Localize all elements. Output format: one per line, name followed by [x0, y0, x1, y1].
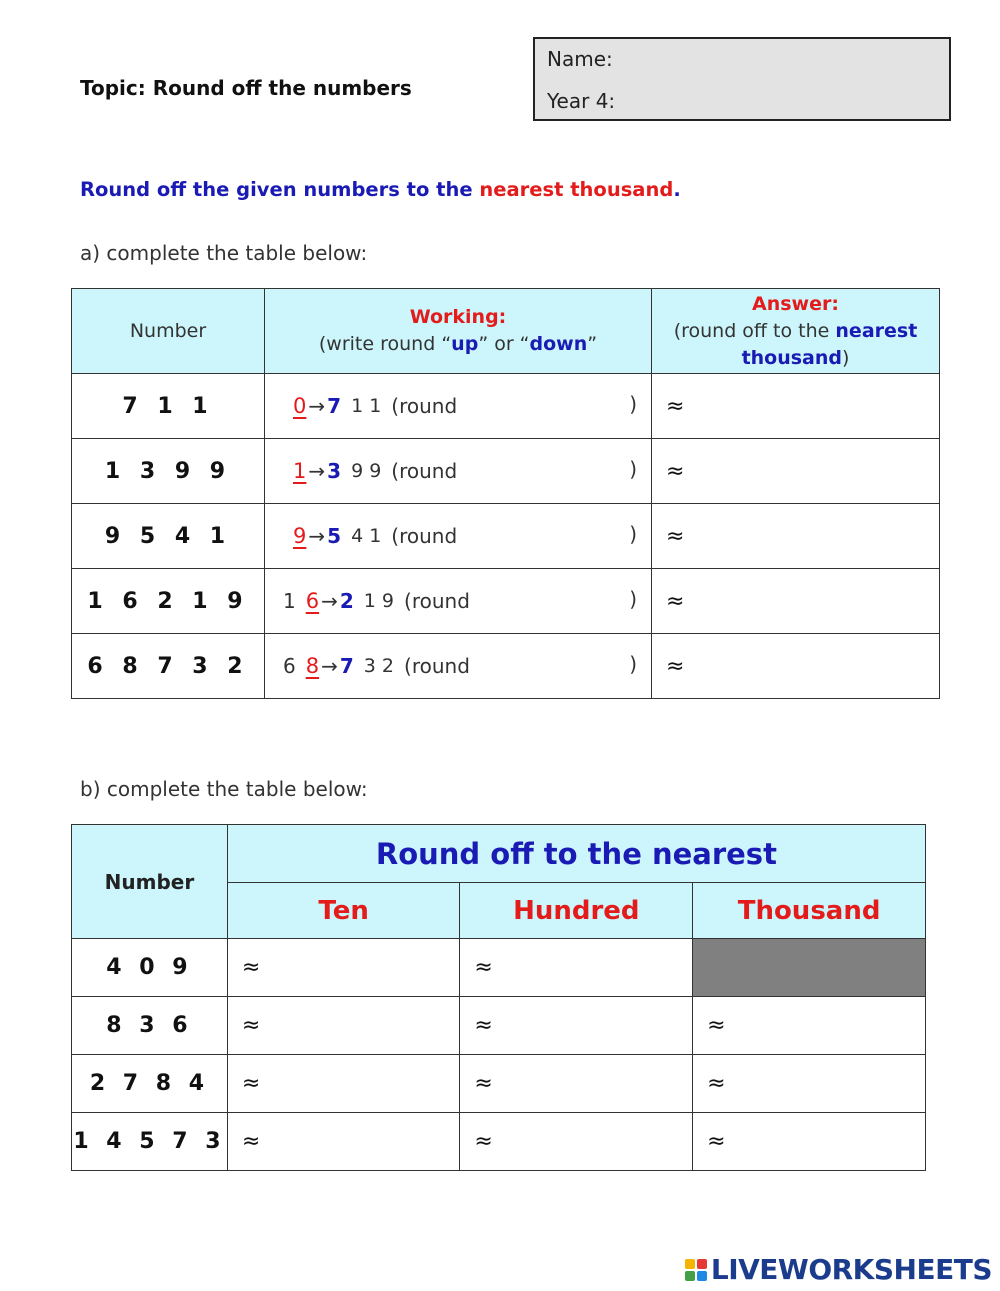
table-b [71, 824, 926, 1171]
decider-digit: 3 [327, 459, 342, 483]
number-cell: 2 7 8 4 [72, 1055, 228, 1113]
thousand-input[interactable]: ≈ [693, 997, 926, 1055]
answer-input[interactable]: ≈ [652, 504, 940, 569]
round-input[interactable]: (round [404, 589, 470, 613]
decider-digit: 2 [339, 589, 354, 613]
number-cell: 1 3 9 9 [72, 439, 265, 504]
number-cell: 1 4 5 7 3 [72, 1113, 228, 1171]
ten-input[interactable]: ≈ [227, 1055, 460, 1113]
name-year-box [533, 37, 951, 121]
logo-block [685, 1259, 695, 1269]
table-a [71, 288, 940, 699]
logo-block [697, 1271, 707, 1281]
header-number: Number [72, 289, 265, 374]
hundred-input[interactable]: ≈ [460, 997, 693, 1055]
underlined-digit: 6 [305, 589, 320, 613]
arrow-icon: → [321, 589, 338, 613]
name-label[interactable]: Name: [547, 47, 613, 71]
table-row [72, 439, 940, 504]
number-cell: 1 6 2 1 9 [72, 569, 265, 634]
working-title: Working: [409, 306, 507, 328]
round-input[interactable]: (round [391, 394, 458, 418]
liveworksheets-logo [685, 1253, 992, 1286]
thousand-input[interactable]: ≈ [693, 1055, 926, 1113]
header-answer: Answer: (round off to the nearest thousand) [652, 289, 940, 374]
hundred-input[interactable]: ≈ [460, 1055, 693, 1113]
table-row [72, 939, 926, 997]
table-row [72, 1113, 926, 1171]
table-row [72, 569, 940, 634]
round-input[interactable]: (round [391, 524, 458, 548]
header-ten: Ten [227, 883, 460, 939]
answer-input[interactable]: ≈ [652, 634, 940, 699]
arrow-icon: → [308, 394, 326, 418]
underlined-digit: 1 [293, 459, 307, 483]
header-round-off: Round off to the nearest [227, 825, 925, 883]
section-b-subheading: b) complete the table below: [80, 777, 368, 801]
working-down: down [529, 333, 588, 355]
number-cell: 6 8 7 3 2 [72, 634, 265, 699]
logo-block [685, 1271, 695, 1281]
working-cell[interactable]: 6 8 → 7 3 2 (round ) [265, 634, 652, 699]
header-hundred: Hundred [460, 883, 693, 939]
decider-digit: 7 [339, 654, 354, 678]
page-topic: Topic: Round off the numbers [80, 76, 412, 100]
instruction-period: . [673, 178, 681, 201]
underlined-digit: 9 [293, 524, 307, 548]
arrow-icon: → [308, 524, 326, 548]
underlined-digit: 0 [293, 394, 307, 418]
answer-instruction: (round off to the nearest [673, 319, 918, 342]
ten-input[interactable]: ≈ [227, 939, 460, 997]
underlined-digit: 8 [305, 654, 320, 678]
number-cell: 9 5 4 1 [72, 504, 265, 569]
working-cell[interactable]: 9 → 5 4 1 (round ) [265, 504, 652, 569]
shaded-cell [693, 939, 926, 997]
hundred-input[interactable]: ≈ [460, 939, 693, 997]
decider-digit: 7 [327, 394, 342, 418]
table-b-header-row [72, 825, 926, 883]
arrow-icon: → [308, 459, 326, 483]
working-up: up [451, 333, 479, 355]
table-row [72, 997, 926, 1055]
header-number: Number [72, 825, 228, 939]
table-row [72, 634, 940, 699]
section-a-subheading: a) complete the table below: [80, 241, 368, 265]
instruction-part1: Round off the given numbers to the [80, 178, 480, 201]
logo-block [697, 1259, 707, 1269]
thousand-input[interactable]: ≈ [693, 1113, 926, 1171]
round-input[interactable]: (round [391, 459, 458, 483]
working-instruction: (write round “up” or “down” [318, 333, 598, 355]
year-label[interactable]: Year 4: [547, 89, 616, 113]
answer-input[interactable]: ≈ [652, 439, 940, 504]
ten-input[interactable]: ≈ [227, 997, 460, 1055]
working-cell[interactable]: 0 → 7 1 1 (round ) [265, 374, 652, 439]
table-row [72, 1055, 926, 1113]
arrow-icon: → [321, 654, 338, 678]
header-working [265, 289, 652, 374]
table-a-header-row [72, 289, 940, 374]
hundred-input[interactable]: ≈ [460, 1113, 693, 1171]
logo-text: LIVEWORKSHEETS [710, 1253, 992, 1286]
number-cell: 4 0 9 [72, 939, 228, 997]
instruction [80, 178, 681, 201]
logo-blocks-icon [685, 1259, 707, 1281]
number-cell: 8 3 6 [72, 997, 228, 1055]
number-cell: 7 1 1 [72, 374, 265, 439]
answer-title: Answer: [752, 292, 839, 315]
table-row [72, 504, 940, 569]
answer-input[interactable]: ≈ [652, 569, 940, 634]
instruction-nearest-thousand: nearest thousand [479, 178, 674, 201]
ten-input[interactable]: ≈ [227, 1113, 460, 1171]
table-row [72, 374, 940, 439]
working-cell[interactable]: 1 → 3 9 9 (round ) [265, 439, 652, 504]
answer-input[interactable]: ≈ [652, 374, 940, 439]
working-cell[interactable]: 1 6 → 2 1 9 (round ) [265, 569, 652, 634]
decider-digit: 5 [327, 524, 342, 548]
header-thousand: Thousand [693, 883, 926, 939]
round-input[interactable]: (round [404, 654, 470, 678]
